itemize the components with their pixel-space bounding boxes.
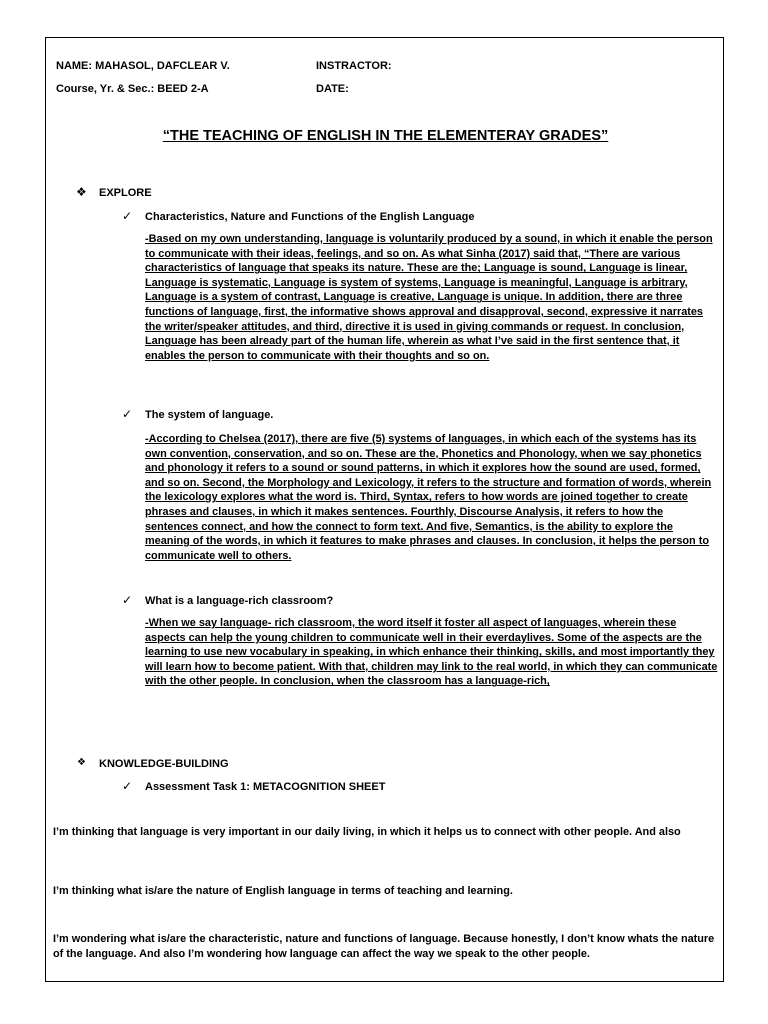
- student-name: NAME: MAHASOL, DAFCLEAR V.: [56, 60, 230, 72]
- checkmark-icon: ✓: [122, 779, 133, 793]
- item-heading-system: The system of language.: [145, 409, 274, 421]
- paragraph-classroom: -When we say language- rich classroom, the word itself it foster all aspect of languages, wherein these aspects can help the young children to communicate well in their everdaylives. Some of the aspects are the learning to use new vocabulary in speaking, in which enhance their thinking, skills, and most importantly they will learn how to become patient. With that, children may link to the real world, in which they can communicate with the other people. In conclusion, when the classroom has a language-rich,: [145, 617, 718, 688]
- section-heading-knowledge: KNOWLEDGE-BUILDING: [99, 758, 229, 770]
- metacognition-statement: I’m thinking what is/are the nature of English language in terms of teaching and learning.: [53, 885, 513, 897]
- instructor-label: INSTRACTOR:: [316, 60, 392, 72]
- paragraph-system: -According to Chelsea (2017), there are five (5) systems of languages, in which each of the systems has its own convention, conservation, and so on. These are the, Phonetics and Phonology, when we say phonetics and phonology it refers to a sound or sound patterns, in which it explores how the sound are used, formed, and so on. Second, the Morphology and Lexicology, it refers to the structure and formation of words, wherein the lexicology explores what the word is. Third, Syntax, refers to how words are joined together to create phrases and clauses, in which it makes sentences. Fourthly, Discourse Analysis, it refers to how the sentences connect, and how the connect to form text. And five, Semantics, is the ability to explore the meaning of the words, in which it features to make phrases and clauses. In conclusion, it helps the person to communicate well to others.: [145, 433, 712, 562]
- checkmark-icon: ✓: [122, 407, 133, 421]
- date-label: DATE:: [316, 83, 349, 95]
- metacognition-statement: I’m wondering what is/are the characteristic, nature and functions of language. Because honestly, I don’t know whats the nature of the language. And also I’m wondering how language can affect the way we speak to the other people.: [53, 933, 715, 960]
- section-heading-explore: EXPLORE: [99, 187, 152, 199]
- document-page: [45, 37, 724, 982]
- metacognition-statement: I’m thinking that language is very important in our daily living, in which it helps us to connect with other people. And also: [53, 826, 681, 838]
- checkmark-icon: ✓: [122, 209, 133, 223]
- checkmark-icon: ✓: [122, 593, 133, 607]
- diamond-bullet-icon: ❖: [77, 757, 86, 768]
- item-heading-classroom: What is a language-rich classroom?: [145, 595, 334, 607]
- diamond-bullet-icon: ❖: [76, 185, 87, 199]
- document-title: “THE TEACHING OF ENGLISH IN THE ELEMENTERAY GRADES”: [162, 128, 609, 144]
- paragraph-characteristics: -Based on my own understanding, language is voluntarily produced by a sound, in which it enable the person to communicate with their ideas, feelings, and so on. As what Sinha (2017) said that, “There are various characteristics of language that speaks its nature. These are the; Language is sound, Language is linear, Language is systematic, Language is system of systems, Language is meaningful, Language is arbitrary, Language is a system of contrast, Language is creative, Language is unique. In addition, there are three functions of language, first, the informative shows approval and disapproval, second, expressive it narrates the writer/speaker attitudes, and third, directive it is used in giving commands or request. In conclusion, Language has been already part of the human life, wherein as what I’ve said in the first sentence that, it enables the person to communicate with their thoughts and so on.: [145, 233, 713, 362]
- item-heading-characteristics: Characteristics, Nature and Functions of the English Language: [145, 211, 475, 223]
- assessment-task-heading: Assessment Task 1: METACOGNITION SHEET: [145, 781, 386, 793]
- course-info: Course, Yr. & Sec.: BEED 2-A: [56, 83, 209, 95]
